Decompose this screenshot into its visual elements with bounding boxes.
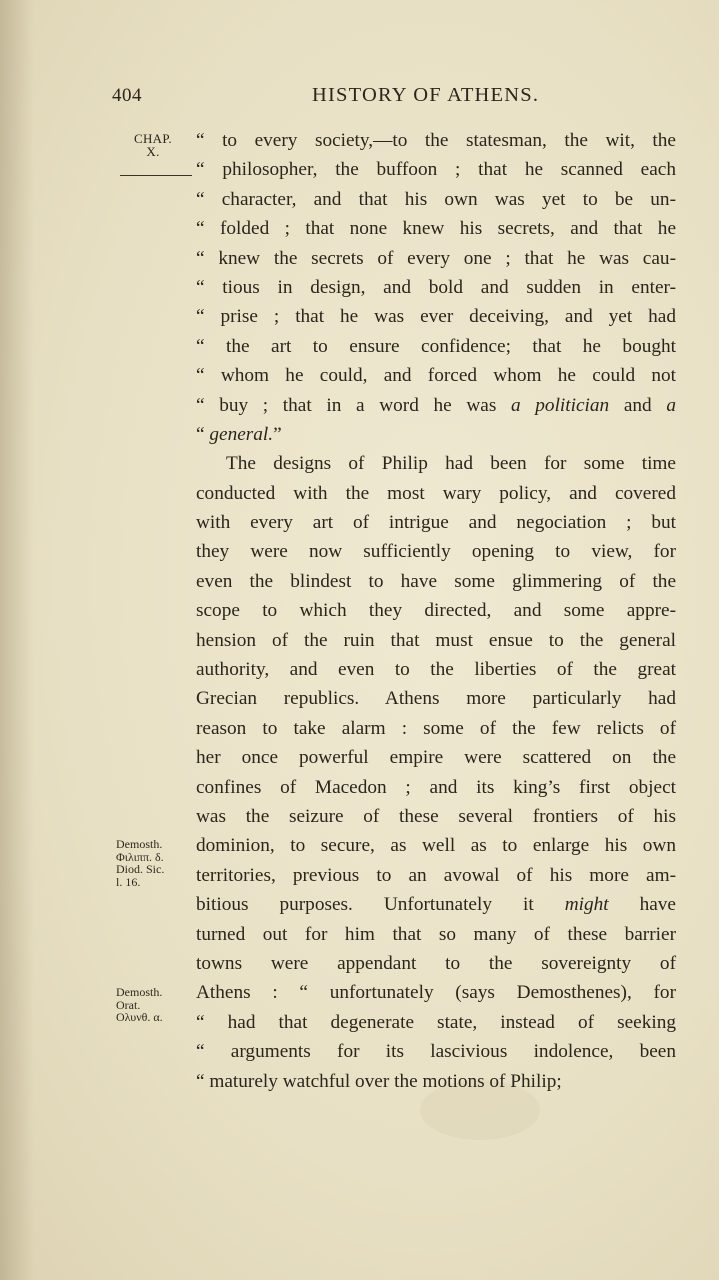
text-run: her once powerful empire were scattered on the <box>196 747 676 769</box>
text-line <box>196 743 676 772</box>
text-run: have <box>608 894 676 916</box>
text-run: “ buy ; that in a word he was <box>196 394 511 416</box>
text-line <box>196 949 676 978</box>
text-line <box>196 567 676 596</box>
running-head: HISTORY OF ATHENS. <box>312 84 540 106</box>
text-run: even the blindest to have some glimmering of the <box>196 570 676 592</box>
text-run: they were now sufficiently opening to view, for <box>196 541 676 563</box>
text-run: dominion, to secure, as well as to enlarge his own <box>196 835 676 857</box>
text-run: with every art of intrigue and negociation ; but <box>196 512 676 534</box>
spine-shadow <box>0 0 34 1280</box>
text-line <box>196 214 676 243</box>
text-line <box>196 890 676 919</box>
margin-note <box>116 838 196 888</box>
text-line <box>196 332 676 361</box>
text-run: “ maturely watchful over the motions of Philip; <box>196 1070 562 1092</box>
text-line <box>196 1008 676 1037</box>
text-run: “ tious in design, and bold and sudden in enter- <box>196 276 676 298</box>
text-run: The designs of Philip had been for some time <box>226 453 676 475</box>
margin-note-line: Φιλιππ. δ. <box>116 849 164 864</box>
text-line <box>196 126 676 155</box>
text-run: was the seizure of these several frontiers of his <box>196 805 676 827</box>
text-line <box>196 1067 676 1096</box>
body-text <box>196 126 676 1096</box>
text-line <box>196 361 676 390</box>
text-line <box>196 185 676 214</box>
margin-note-line: Demosth. <box>116 837 163 851</box>
text-line <box>196 714 676 743</box>
italic-text: general. <box>209 423 274 445</box>
text-line <box>196 420 676 449</box>
chapter-label: CHAP. <box>134 131 172 146</box>
text-line <box>196 273 676 302</box>
italic-text: might <box>564 894 609 916</box>
text-run: ” <box>273 423 282 445</box>
text-run: “ had that degenerate state, instead of seeking <box>196 1011 676 1033</box>
text-run: “ to every society,—to the statesman, the wit, the <box>196 130 676 151</box>
text-run: “ the art to ensure confidence; that he bought <box>196 335 676 357</box>
text-run: towns were appendant to the sovereignty of <box>196 952 676 974</box>
text-line <box>196 684 676 713</box>
chapter-number: X. <box>146 144 160 159</box>
text-run: “ philosopher, the buffoon ; that he scanned each <box>196 159 676 181</box>
chapter-marker <box>118 132 188 158</box>
margin-note-line: l. 16. <box>116 874 141 889</box>
margin-note-line: Demosth. <box>116 985 163 999</box>
text-run: reason to take alarm : some of the few relicts of <box>196 717 676 739</box>
text-line <box>196 244 676 273</box>
text-run: “ whom he could, and forced whom he could not <box>196 365 676 387</box>
text-line <box>196 831 676 860</box>
text-run: scope to which they directed, and some appre- <box>196 600 676 622</box>
text-line <box>196 1037 676 1066</box>
text-run: conducted with the most wary policy, and covered <box>196 482 676 504</box>
text-line <box>196 655 676 684</box>
text-line <box>196 626 676 655</box>
text-line <box>196 302 676 331</box>
text-run: turned out for him that so many of these barrier <box>196 923 676 945</box>
chapter-rule <box>120 175 192 176</box>
text-line <box>196 508 676 537</box>
margin-note-line: Orat. <box>116 997 141 1012</box>
text-run: territories, previous to an avowal of his more am- <box>196 864 676 886</box>
text-line <box>196 596 676 625</box>
text-line <box>196 479 676 508</box>
text-run: Athens : “ unfortunately (says Demosthenes), for <box>196 982 676 1004</box>
text-line <box>196 978 676 1007</box>
text-line <box>196 155 676 184</box>
text-run: “ <box>196 423 210 445</box>
margin-note-line: Diod. Sic. <box>116 862 165 876</box>
margin-note-line: Ολυνθ. α. <box>116 1010 163 1024</box>
text-line <box>196 391 676 420</box>
page-number: 404 <box>112 85 142 106</box>
text-run: and <box>609 394 667 416</box>
text-line <box>196 773 676 802</box>
text-run: Grecian republics. Athens more particularly had <box>196 688 676 710</box>
text-line <box>196 861 676 890</box>
text-run: “ character, and that his own was yet to be un- <box>196 188 676 210</box>
text-run: “ knew the secrets of every one ; that he was cau- <box>196 247 676 269</box>
text-run: authority, and even to the liberties of the great <box>196 659 676 681</box>
text-run: “ arguments for its lascivious indolence, been <box>196 1041 676 1063</box>
margin-note <box>116 986 196 1024</box>
italic-text: a <box>666 394 676 416</box>
text-line <box>196 802 676 831</box>
text-run: hension of the ruin that must ensue to the general <box>196 629 676 651</box>
text-run: “ folded ; that none knew his secrets, and that he <box>196 218 676 240</box>
text-line <box>196 449 676 478</box>
text-run: confines of Macedon ; and its king’s first object <box>196 776 676 798</box>
text-line <box>196 920 676 949</box>
text-line <box>196 537 676 566</box>
text-run: bitious purposes. Unfortunately it <box>196 894 565 916</box>
text-run: “ prise ; that he was ever deceiving, and yet had <box>196 306 676 328</box>
italic-text: a politician <box>511 394 610 416</box>
